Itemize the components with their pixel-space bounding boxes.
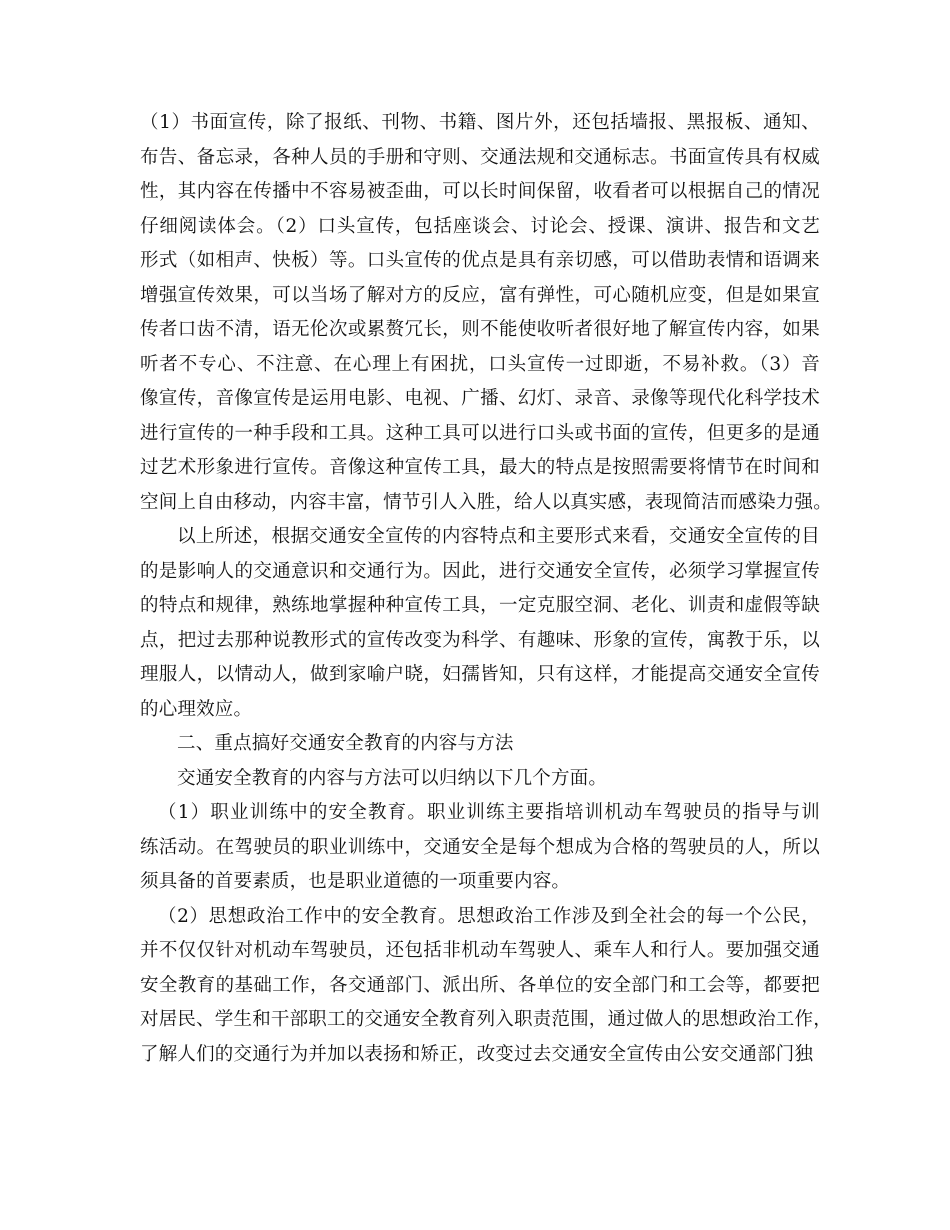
paragraph-p1 xyxy=(140,106,832,520)
text-line: 的是影响人的交通意识和交通行为。因此，进行交通安全宣传，必须学习掌握宣传 xyxy=(140,560,820,582)
paragraph-p5 xyxy=(140,796,820,900)
text-line: 的特点和规律，熟练地掌握种种宣传工具，一定克服空洞、老化、训责和虚假等缺 xyxy=(140,595,820,616)
text-line: 性，其内容在传播中不容易被歪曲，可以长时间保留，收看者可以根据自己的情况 xyxy=(140,181,820,202)
paragraph-p4 xyxy=(140,762,820,797)
text-line: 布告、备忘录，各种人员的手册和守则、交通法规和交通标志。书面宣传具有权威 xyxy=(140,146,820,168)
text-line: 过艺术形象进行宣传。音像这种宣传工具，最大的特点是按照需要将情节在时间和 xyxy=(140,457,820,478)
text-line: 传者口齿不清，语无伦次或累赘冗长，则不能使收听者很好地了解宣传内容，如果 xyxy=(140,319,820,340)
text-line: 增强宣传效果，可以当场了解对方的反应，富有弹性，可心随机应变，但是如果宣 xyxy=(140,284,820,306)
text-line: 安全教育的基础工作，各交通部门、派出所、各单位的安全部门和工会等，都要把 xyxy=(140,974,820,996)
text-line: 练活动。在驾驶员的职业训练中，交通安全是每个想成为合格的驾驶员的人，所以 xyxy=(140,836,820,858)
text-line: （2）思想政治工作中的安全教育。思想政治工作涉及到全社会的每一个公民， xyxy=(158,905,820,927)
text-line: 仔细阅读体会。（2）口头宣传，包括座谈会、讨论会、授课、演讲、报告和文艺 xyxy=(140,215,820,237)
text-line: 并不仅仅针对机动车驾驶员，还包括非机动车驾驶人、乘车人和行人。要加强交通 xyxy=(140,940,820,961)
text-line: 的心理效应。 xyxy=(140,698,253,720)
text-line: 像宣传，音像宣传是运用电影、电视、广播、幻灯、录音、录像等现代化科学技术 xyxy=(140,388,820,409)
text-line: （1）书面宣传，除了报纸、刊物、书籍、图片外，还包括墙报、黑报板、通知、 xyxy=(140,112,820,133)
text-line: 进行宣传的一种手段和工具。这种工具可以进行口头或书面的宣传，但更多的是通 xyxy=(140,422,820,444)
paragraph-p6 xyxy=(140,900,832,1073)
text-line: 了解人们的交通行为并加以表扬和矫正，改变过去交通安全宣传由公安交通部门独 xyxy=(140,1043,814,1065)
text-line: 理服人，以情动人，做到家喻户晓，妇孺皆知，只有这样，才能提高交通安全宣传 xyxy=(140,664,820,685)
paragraph-p3 xyxy=(140,727,820,762)
document-body xyxy=(140,106,832,1072)
paragraph-p2 xyxy=(140,520,820,727)
text-line: 对居民、学生和干部职工的交通安全教育列入职责范围，通过做人的思想政治工作， xyxy=(140,1009,832,1030)
text-line: 以上所述，根据交通安全宣传的内容特点和主要形式来看，交通安全宣传的目 xyxy=(177,526,820,547)
text-line: 空间上自由移动，内容丰富，情节引人入胜，给人以真实感，表现简洁而感染力强。 xyxy=(140,491,832,513)
text-line: 须具备的首要素质，也是职业道德的一项重要内容。 xyxy=(140,871,571,892)
text-line: 二、重点搞好交通安全教育的内容与方法 xyxy=(177,733,514,754)
text-line: 点，把过去那种说教形式的宣传改变为科学、有趣味、形象的宣传，寓教于乐，以 xyxy=(140,629,820,651)
text-line: 形式（如相声、快板）等。口头宣传的优点是具有亲切感，可以借助表情和语调来 xyxy=(140,250,820,271)
text-line: 交通安全教育的内容与方法可以归纳以下几个方面。 xyxy=(177,767,608,789)
text-line: （1）职业训练中的安全教育。职业训练主要指培训机动车驾驶员的指导与训 xyxy=(158,802,820,823)
text-line: 听者不专心、不注意、在心理上有困扰，口头宣传一过即逝，不易补救。（3）音 xyxy=(140,353,820,375)
